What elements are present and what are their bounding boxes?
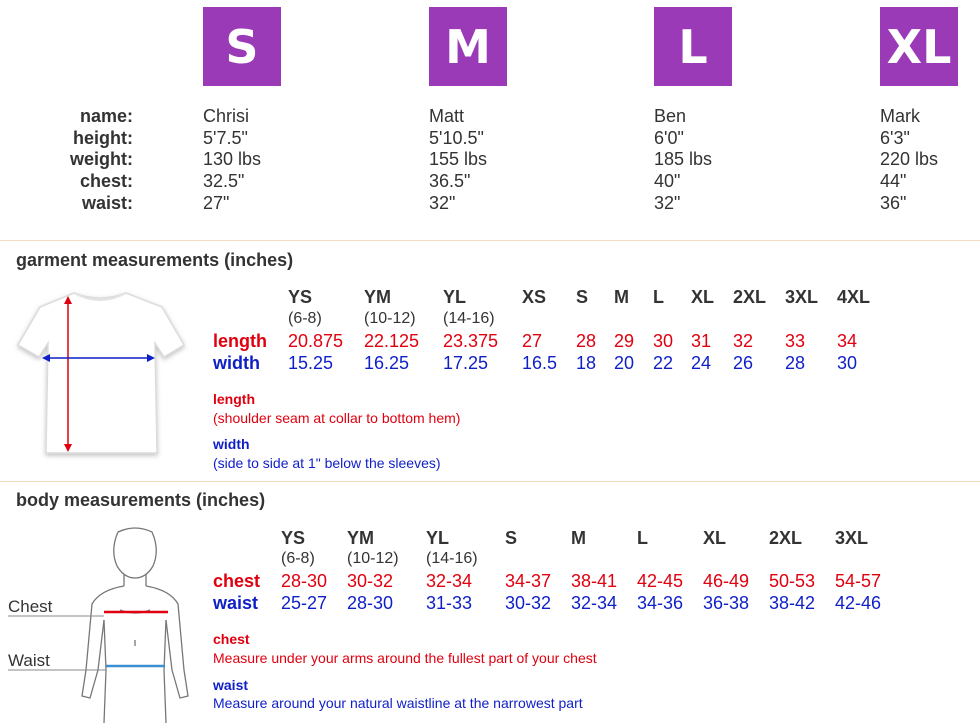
width-note-description: (side to side at 1" below the sleeves) — [213, 455, 441, 471]
size-header: 2XL — [769, 528, 803, 548]
length-value: 29 — [614, 331, 635, 351]
body-section-title: body measurements (inches) — [16, 490, 266, 510]
age-range: (14-16) — [443, 310, 495, 327]
size-header: M — [614, 287, 629, 307]
length-note-description: (shoulder seam at collar to bottom hem) — [213, 410, 461, 426]
waist-value: 31-33 — [426, 593, 473, 613]
chest-note-description: Measure under your arms around the fullest part of your chest — [213, 650, 597, 666]
chest-value: 46-49 — [703, 571, 750, 591]
section-divider — [0, 481, 980, 482]
size-header: 3XL — [785, 287, 819, 307]
model-chest: 44" — [880, 171, 907, 191]
model-weight: 220 lbs — [880, 149, 939, 169]
chest-value: 34-37 — [505, 571, 552, 591]
width-note-title: width — [213, 436, 250, 452]
size-header: M — [571, 528, 586, 548]
length-value: 33 — [785, 331, 806, 351]
width-value: 18 — [576, 353, 597, 373]
label-waist: waist: — [81, 193, 133, 213]
model-weight: 185 lbs — [654, 149, 713, 169]
width-value: 20 — [614, 353, 635, 373]
waist-value: 42-46 — [835, 593, 882, 613]
chest-value: 30-32 — [347, 571, 394, 591]
age-range: (6-8) — [288, 310, 322, 327]
chest-value: 42-45 — [637, 571, 684, 591]
chest-value: 32-34 — [426, 571, 473, 591]
waist-value: 28-30 — [347, 593, 394, 613]
figure-chest-label: Chest — [8, 597, 53, 616]
model-height: 5'10.5" — [429, 128, 484, 148]
model-waist: 36" — [880, 193, 907, 213]
model-weight: 155 lbs — [429, 149, 488, 169]
model-height: 6'0" — [654, 128, 684, 148]
width-value: 30 — [837, 353, 858, 373]
age-range: (10-12) — [364, 310, 416, 327]
size-header: 3XL — [835, 528, 869, 548]
length-value: 32 — [733, 331, 754, 351]
width-value: 16.25 — [364, 353, 410, 373]
length-value: 34 — [837, 331, 858, 351]
waist-value: 34-36 — [637, 593, 684, 613]
model-name: Mark — [880, 106, 920, 126]
model-weight: 130 lbs — [203, 149, 262, 169]
waist-note-title: waist — [213, 677, 249, 693]
waist-value: 38-42 — [769, 593, 816, 613]
length-value: 20.875 — [288, 331, 344, 351]
size-header: YS — [281, 528, 306, 548]
size-header: L — [637, 528, 648, 548]
age-range: (10-12) — [347, 550, 399, 567]
model-name: Ben — [654, 106, 687, 126]
waist-value: 36-38 — [703, 593, 750, 613]
length-row-label: length — [213, 331, 267, 351]
age-range: (6-8) — [281, 550, 315, 567]
model-name: Matt — [429, 106, 465, 126]
model-chest: 32.5" — [203, 171, 245, 191]
waist-note-description: Measure around your natural waistline at the narrowest part — [213, 695, 583, 711]
waist-value: 25-27 — [281, 593, 328, 613]
size-header: XL — [703, 528, 727, 548]
chest-value: 28-30 — [281, 571, 328, 591]
size-header: YL — [426, 528, 450, 548]
chest-value: 50-53 — [769, 571, 816, 591]
width-value: 15.25 — [288, 353, 334, 373]
length-value: 27 — [522, 331, 543, 351]
size-header: YL — [443, 287, 467, 307]
waist-value: 32-34 — [571, 593, 618, 613]
size-header: S — [576, 287, 589, 307]
width-value: 28 — [785, 353, 806, 373]
label-chest: chest: — [79, 171, 133, 191]
length-value: 23.375 — [443, 331, 499, 351]
size-badge-s: S — [203, 7, 281, 86]
size-header: YM — [364, 287, 391, 307]
width-value: 16.5 — [522, 353, 558, 373]
model-height: 6'3" — [880, 128, 910, 148]
chest-value: 54-57 — [835, 571, 882, 591]
section-divider — [0, 240, 980, 241]
chest-value: 38-41 — [571, 571, 618, 591]
model-waist: 27" — [203, 193, 230, 213]
length-value: 30 — [653, 331, 674, 351]
size-header: XS — [522, 287, 547, 307]
width-value: 24 — [691, 353, 712, 373]
label-weight: weight: — [70, 149, 133, 169]
width-value: 17.25 — [443, 353, 489, 373]
size-badge-l: L — [654, 7, 732, 86]
tshirt-illustration — [12, 285, 192, 460]
length-value: 31 — [691, 331, 712, 351]
size-badge-xl: XL — [880, 7, 958, 86]
width-row-label: width — [213, 353, 260, 373]
figure-waist-label: Waist — [8, 651, 50, 670]
chest-note-title: chest — [213, 631, 250, 647]
length-value: 28 — [576, 331, 597, 351]
waist-value: 30-32 — [505, 593, 552, 613]
model-name: Chrisi — [203, 106, 250, 126]
model-waist: 32" — [429, 193, 456, 213]
length-note-title: length — [213, 391, 255, 407]
size-badge-m: M — [429, 7, 507, 86]
size-header: 4XL — [837, 287, 871, 307]
label-name: name: — [79, 106, 133, 126]
model-height: 5'7.5" — [203, 128, 248, 148]
size-header: YM — [347, 528, 374, 548]
length-value: 22.125 — [364, 331, 420, 351]
age-range: (14-16) — [426, 550, 478, 567]
chest-row-label: chest — [213, 571, 261, 591]
size-header: S — [505, 528, 518, 548]
width-value: 22 — [653, 353, 674, 373]
size-header: XL — [691, 287, 715, 307]
size-header: 2XL — [733, 287, 767, 307]
size-header: YS — [288, 287, 313, 307]
model-chest: 40" — [654, 171, 681, 191]
garment-section-title: garment measurements (inches) — [16, 250, 294, 270]
body-figure-illustration — [0, 520, 200, 723]
label-height: height: — [73, 128, 133, 148]
size-header: L — [653, 287, 664, 307]
model-chest: 36.5" — [429, 171, 471, 191]
width-value: 26 — [733, 353, 754, 373]
waist-row-label: waist — [213, 593, 259, 613]
model-waist: 32" — [654, 193, 681, 213]
